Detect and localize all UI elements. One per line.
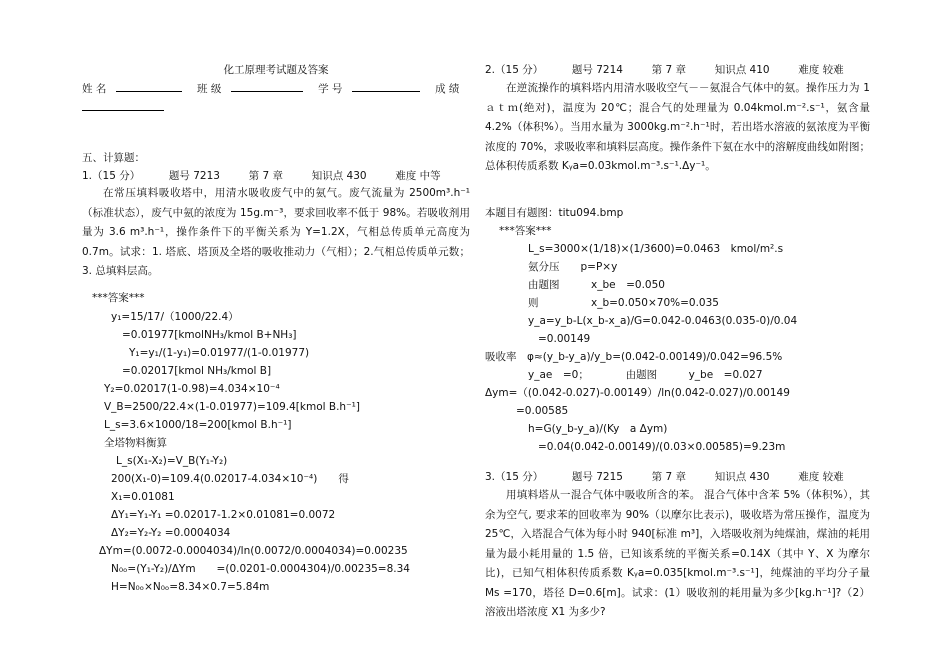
name-field[interactable] <box>116 79 182 92</box>
q2-number: 题号 7214 <box>571 64 623 76</box>
q2-step: h=G(y_b-y_a)/(Ky a Δym) <box>528 423 668 435</box>
q2-score: 2.（15 分） <box>485 64 544 76</box>
q2-step: 氨分压 p=P×y <box>528 261 618 273</box>
id-field[interactable] <box>352 79 420 92</box>
q2-step: 由题图 x_be =0.050 <box>528 279 665 291</box>
q3-difficulty: 难度 较难 <box>798 471 844 483</box>
q1-step: =0.02017[kmol NH₃/kmol B] <box>122 365 272 377</box>
class-field[interactable] <box>231 79 303 92</box>
q2-step: 则 x_b=0.050×70%=0.035 <box>528 297 719 309</box>
q1-step: L_s(X₁-X₂)=V_B(Y₁-Y₂) <box>116 455 228 467</box>
q1-answer-title: ***答案*** <box>92 292 145 304</box>
q1-score: 1.（15 分） <box>82 170 141 182</box>
q1-step: ΔY₂=Y₂-Y₂ =0.0004034 <box>111 527 231 539</box>
q3-number: 题号 7215 <box>571 471 623 483</box>
q1-step: Y₂=0.02017(1-0.98)=4.034×10⁻⁴ <box>104 383 280 395</box>
q2-step: L_s=3000×(1/18)×(1/3600)=0.0463 kmol/m².s <box>528 243 784 255</box>
id-label: 学 号 <box>318 83 343 95</box>
q1-step: H=N₀ₒ×N₀ₒ=8.34×0.7=5.84m <box>111 581 270 593</box>
q3-stem: 用填料塔从一混合气体中吸收所含的苯。 混合气体中含苯 5%（体积%），其余为空气, 要求苯的回收率为 90%（以摩尔比表示)，吸收塔为常压操作，温度为 25℃，入塔混合气体为每小时 940[标准 m³]，入塔吸收剂为纯煤油，煤油的耗用量为最小耗用量的 1.5 倍，已知该系统的平衡关系=0.14X（其中 Y、X 为摩尔比)，已知气相体积传质系数 Kᵧa=0.035[kmol.m⁻³.s⁻¹]，纯煤油的平均分子量 Ms =170，塔径 D=0.6[m]。试求：(1）吸收剂的耗用量为多少[kg.h⁻¹]?（2）溶液出塔浓度 X1 为多少? <box>485 489 870 618</box>
q1-step: 200(X₁-0)=109.4(0.02017-4.034×10⁻⁴) 得 <box>111 473 349 485</box>
q1-header <box>82 166 441 186</box>
q3-chapter: 第 7 章 <box>651 471 687 483</box>
q1-step: N₀ₒ=(Y₁-Y₂)/ΔYm =(0.0201-0.0004304)/0.00235=8.34 <box>111 563 410 575</box>
q1-step: =0.01977[kmolNH₃/kmol B+NH₃] <box>122 329 297 341</box>
q1-knowledge: 知识点 430 <box>311 170 367 182</box>
q2-step: =0.00149 <box>538 333 591 345</box>
q1-step: ΔYm=(0.0072-0.0004034)/ln(0.0072/0.0004034)=0.00235 <box>99 545 408 557</box>
q2-header <box>485 60 844 80</box>
q1-step: V_B=2500/22.4×(1-0.01977)=109.4[kmol B.h⁻¹] <box>104 401 360 413</box>
score-field-row <box>82 98 164 118</box>
q2-step: Δym=（(0.042-0.027)-0.00149）/ln(0.042-0.027)/0.00149 <box>485 387 790 399</box>
q2-step: 吸收率 φ≈(y_b-y_a)/y_b=(0.042-0.00149)/0.042=96.5% <box>485 351 783 363</box>
q2-image-note: 本题目有题图：titu094.bmp <box>485 207 624 219</box>
q1-step: ΔY₁=Y₁-Y₁ =0.02017-1.2×0.01081=0.0072 <box>111 509 336 521</box>
q2-knowledge: 知识点 410 <box>714 64 770 76</box>
q2-step: =0.04(0.042-0.00149)/(0.03×0.00585)=9.23m <box>538 441 786 453</box>
q1-step: Y₁=y₁/(1-y₁)=0.01977/(1-0.01977) <box>129 347 310 359</box>
score-field[interactable] <box>82 98 164 111</box>
q3-header <box>485 467 844 487</box>
q2-answer-title: ***答案*** <box>499 225 552 237</box>
q3-score: 3.（15 分） <box>485 471 544 483</box>
q2-stem: 在逆流操作的填料塔内用清水吸收空气－－氨混合气体中的氨。操作压力为 1ａｔｍ(绝对)，温度为 20℃；混合气的处理量为 0.04kmol.m⁻².s⁻¹，氨含量 4.2%（体积%）。当用水量为 3000kg.m⁻².h⁻¹时，若出塔水溶液的氨浓度为平衡浓度的 70%，求吸收率和填料层高度。操作条件下氨在水中的溶解度曲线如附图；总体积传质系数 Kᵧa=0.03kmol.m⁻³.s⁻¹.Δy⁻¹。 <box>485 82 870 172</box>
q1-step: X₁=0.01081 <box>111 491 175 503</box>
name-label: 姓 名 <box>82 83 107 95</box>
q1-step: y₁=15/17/（1000/22.4） <box>111 311 239 323</box>
class-label: 班 级 <box>197 83 222 95</box>
q3-knowledge: 知识点 430 <box>714 471 770 483</box>
q1-difficulty: 难度 中等 <box>395 170 441 182</box>
score-label: 成 绩 <box>435 83 460 95</box>
section-heading: 五、计算题： <box>82 152 145 164</box>
page-title: 化工原理考试题及答案 <box>223 64 329 76</box>
student-info-row <box>82 79 459 99</box>
q1-number: 题号 7213 <box>168 170 220 182</box>
q2-step: y_a=y_b-L(x_b-x_a)/G=0.042-0.0463(0.035-0)/0.04 <box>528 315 798 327</box>
q2-chapter: 第 7 章 <box>651 64 687 76</box>
q1-chapter: 第 7 章 <box>248 170 284 182</box>
q2-difficulty: 难度 较难 <box>798 64 844 76</box>
q1-stem: 在常压填料吸收塔中，用清水吸收废气中的氨气。废气流量为 2500m³.h⁻¹（标准状态），废气中氨的浓度为 15g.m⁻³，要求回收率不低于 98%。若吸收剂用量为 3.6 m³.h⁻¹，操作条件下的平衡关系为 Y=1.2X，气相总传质单元高度为 0.7m。试求：1. 塔底、塔顶及全塔的吸收推动力（气相）；2.气相总传质单元数；3. 总填料层高。 <box>82 187 470 277</box>
q2-step: =0.00585 <box>516 405 569 417</box>
q1-step: 全塔物料衡算 <box>104 437 167 449</box>
q2-step: y_ae =0； 由题图 y_be =0.027 <box>528 369 763 381</box>
q1-step: L_s=3.6×1000/18=200[kmol B.h⁻¹] <box>104 419 292 431</box>
